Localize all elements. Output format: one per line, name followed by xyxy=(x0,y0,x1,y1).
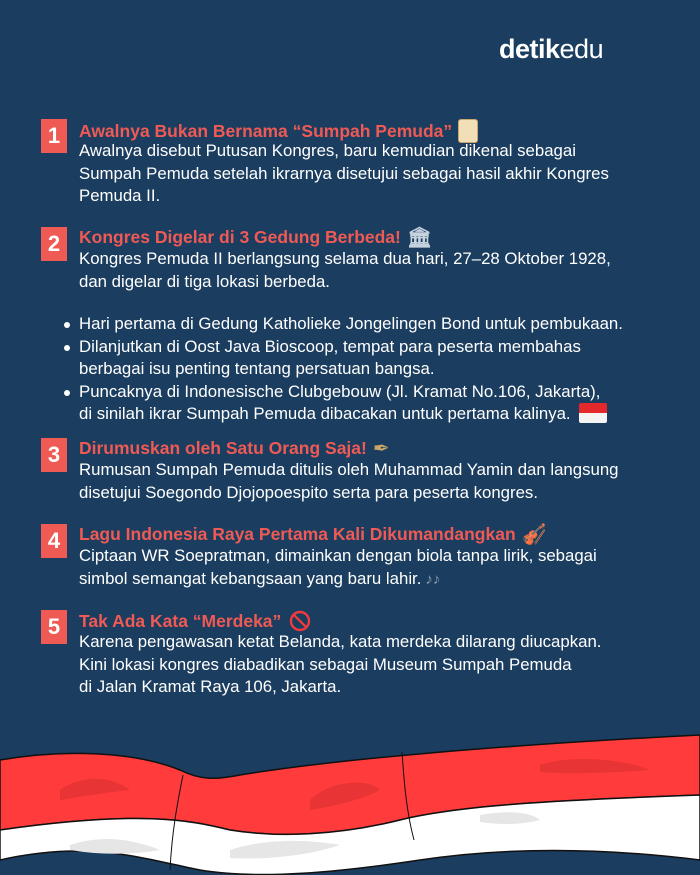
section-title-text: Tak Ada Kata “Merdeka” xyxy=(79,610,282,631)
body-line: disetujui Soegondo Djojopoespito serta para peserta kongres. xyxy=(79,482,538,502)
logo-light: edu xyxy=(559,34,604,64)
number-badge: 3 xyxy=(41,438,67,472)
body-line: Sumpah Pemuda setelah ikrarnya disetujui sebagai hasil akhir Kongres xyxy=(79,163,609,183)
bullet-line: Dilanjutkan di Oost Java Bioscoop, tempat para peserta membahas xyxy=(79,336,581,356)
waving-flag-illustration xyxy=(0,720,700,875)
section-title-text: Lagu Indonesia Raya Pertama Kali Dikumandangkan xyxy=(79,524,516,544)
section-title-text: Kongres Digelar di 3 Gedung Berbeda! xyxy=(79,227,401,247)
section-body xyxy=(79,248,611,293)
indonesia-flag-icon xyxy=(579,403,607,423)
body-line: Kini lokasi kongres diabadikan sebagai Museum Sumpah Pemuda xyxy=(79,654,572,674)
body-line: Pemuda II. xyxy=(79,186,161,205)
body-line-with-notes xyxy=(79,568,597,592)
section-body xyxy=(79,459,619,504)
no-entry-icon xyxy=(289,610,311,632)
bullet-line: Puncaknya di Indonesische Clubgebouw (Jl. Kramat No.106, Jakarta), xyxy=(79,381,601,401)
music-notes-icon: ♪♪ xyxy=(425,570,441,588)
section-title xyxy=(79,610,311,632)
bullet-line: di sinilah ikrar Sumpah Pemuda dibacakan untuk pertama kalinya. xyxy=(79,404,571,423)
section-title xyxy=(79,438,390,459)
violin-icon: 🎻 xyxy=(521,523,547,546)
section-body xyxy=(79,545,597,591)
section-title xyxy=(79,227,432,248)
number-badge: 4 xyxy=(41,524,67,558)
bullet-item xyxy=(63,313,623,336)
logo-bold: detik xyxy=(499,34,560,64)
body-line: Ciptaan WR Soepratman, dimainkan dengan biola tanpa lirik, sebagai xyxy=(79,546,597,565)
pen-icon: ✒ xyxy=(372,437,390,460)
bullet-line: Hari pertama di Gedung Katholieke Jongelingen Bond untuk pembukaan. xyxy=(79,314,623,333)
detikedu-logo xyxy=(499,34,603,65)
body-line: Kongres Pemuda II berlangsung selama dua hari, 27–28 Oktober 1928, xyxy=(79,249,611,268)
body-line: dan digelar di tiga lokasi berbeda. xyxy=(79,271,330,291)
body-line: di Jalan Kramat Raya 106, Jakarta. xyxy=(79,677,342,696)
section-title-text: Dirumuskan oleh Satu Orang Saja! xyxy=(79,438,367,458)
classical-building-icon: 🏛 xyxy=(406,226,433,249)
section-body xyxy=(79,140,609,208)
number-badge: 1 xyxy=(41,119,67,153)
body-line: simbol semangat kebangsaan yang baru lahir. xyxy=(79,568,422,588)
body-line: Awalnya disebut Putusan Kongres, baru kemudian dikenal sebagai xyxy=(79,141,576,160)
body-line: Rumusan Sumpah Pemuda ditulis oleh Muhammad Yamin dan langsung xyxy=(79,460,619,479)
venue-bullet-list xyxy=(63,313,623,426)
body-line: Karena pengawasan ketat Belanda, kata merdeka dilarang diucapkan. xyxy=(79,632,602,651)
bullet-line: berbagai isu penting tentang persatuan bangsa. xyxy=(79,359,435,378)
bullet-item xyxy=(63,336,623,381)
bullet-line-with-flag xyxy=(79,403,623,426)
bullet-item xyxy=(63,381,623,426)
section-title xyxy=(79,524,547,545)
section-body xyxy=(79,631,601,699)
number-badge: 2 xyxy=(41,227,67,261)
section-title-text: Awalnya Bukan Bernama “Sumpah Pemuda” xyxy=(79,120,453,141)
number-badge: 5 xyxy=(41,610,67,644)
